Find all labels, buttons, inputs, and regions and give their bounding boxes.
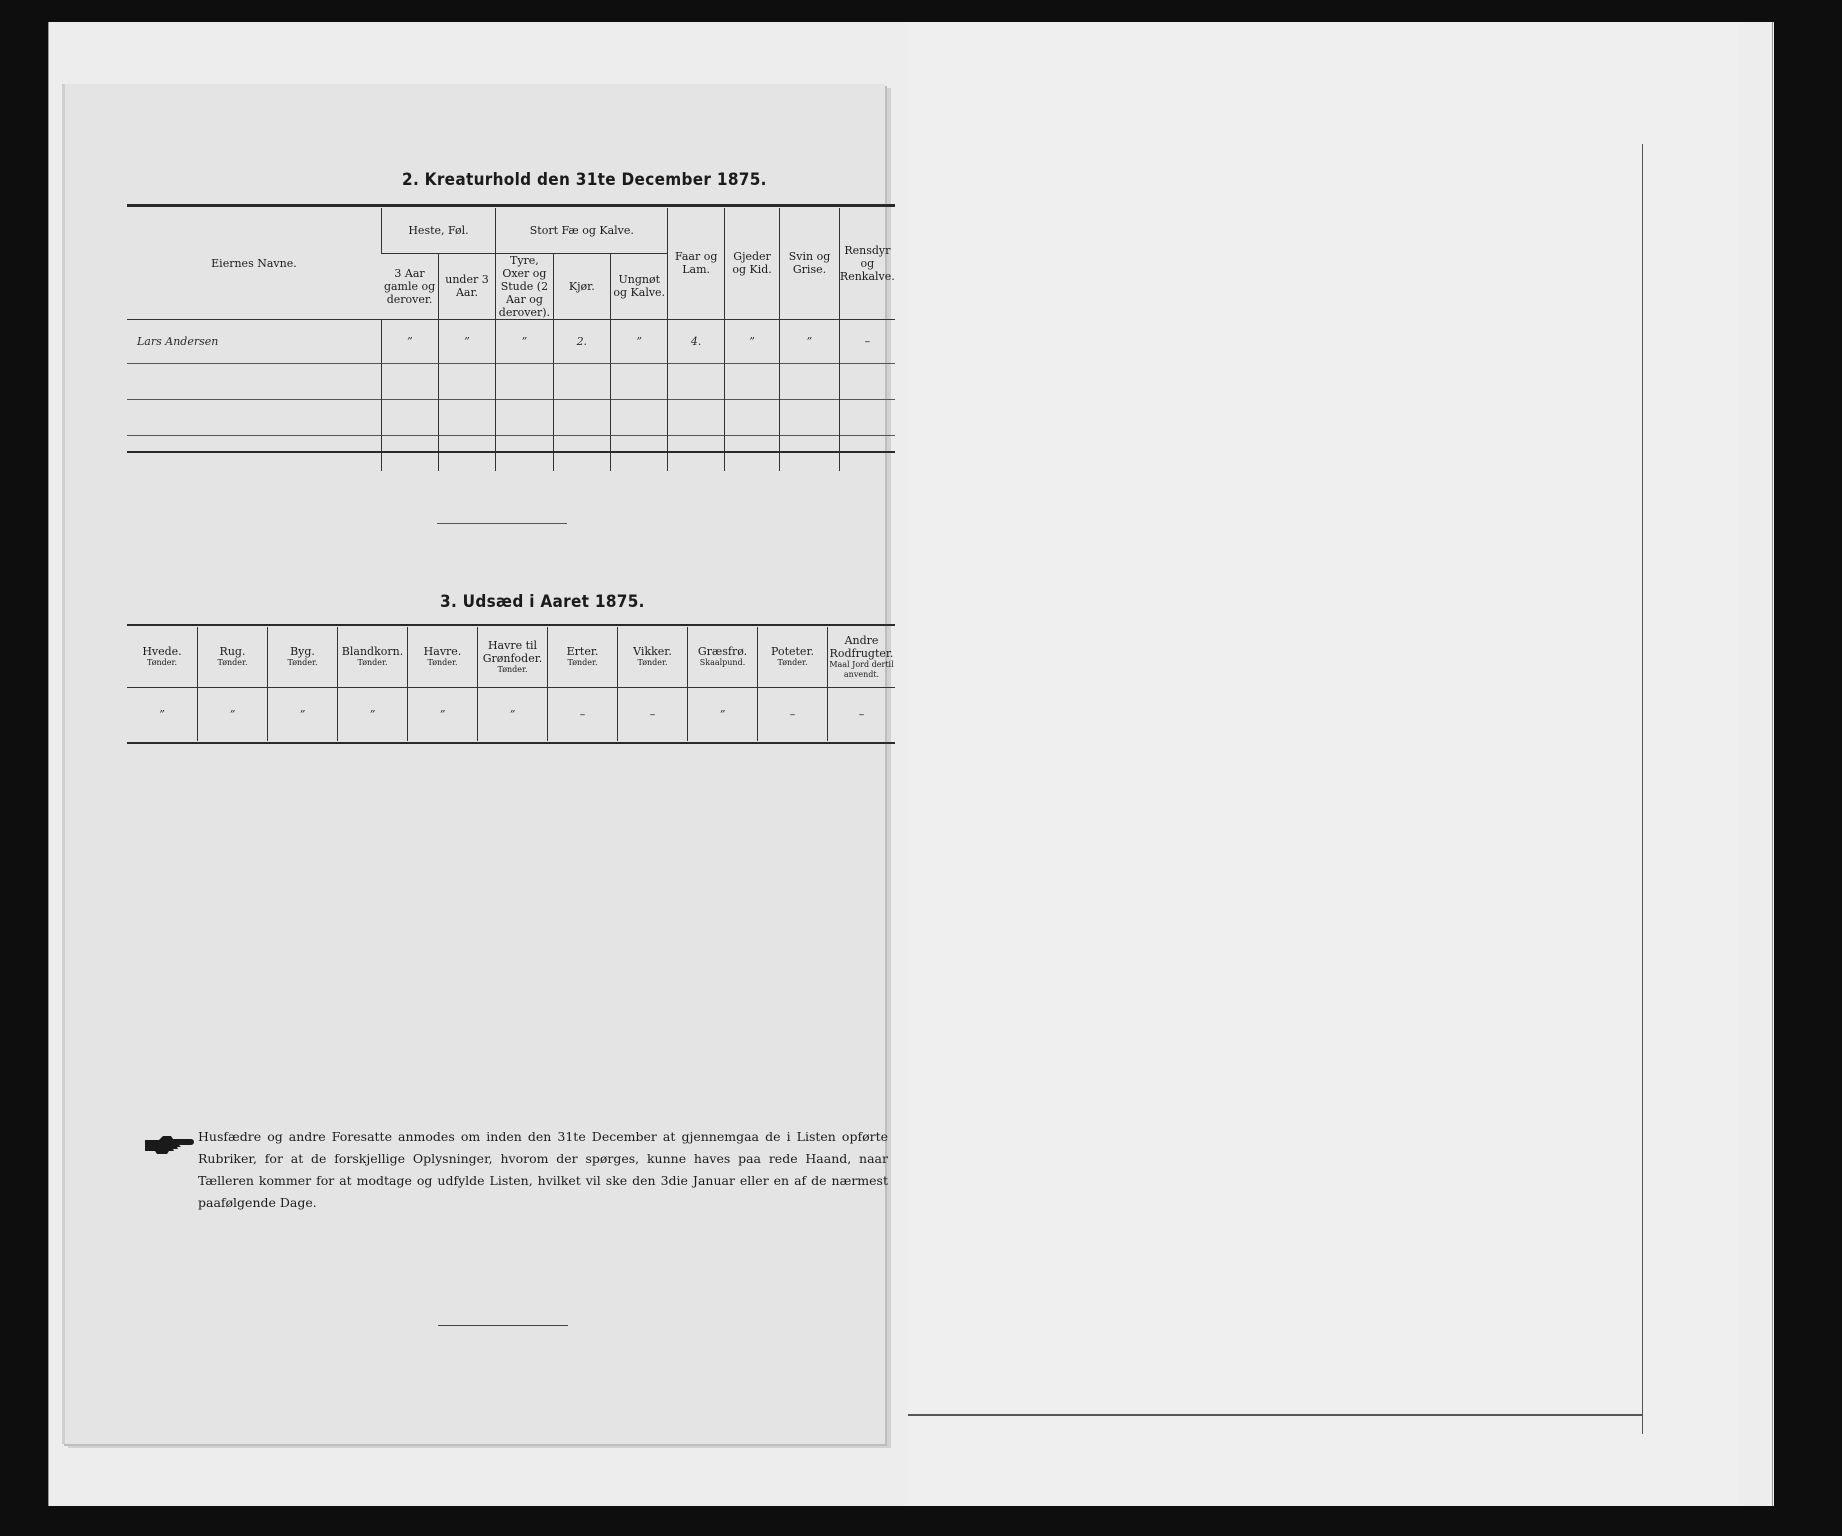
rye-label: Rug.	[219, 645, 246, 659]
potatoes-value: –	[758, 687, 828, 741]
grass-seed-unit: Skaalpund.	[699, 658, 746, 668]
cows-subheader: Kjør.	[553, 253, 610, 319]
grass-seed-header	[688, 627, 758, 687]
cows-value: 2.	[553, 319, 610, 363]
instruction-notice: Husfædre og andre Foresatte anmodes om inden den 31te December at gjennemgaa de i Listen opførte Rubriker, for at de forskjellige Oplysninger, hvorom der spørges, kunne haves paa rede Haand, naar Tælleren kommer for at modtage og udfylde Listen, hvilket vil ske den 3die Januar eller en af de nærmest paafølgende Dage.	[198, 1129, 888, 1210]
pigs-value: ”	[780, 319, 839, 363]
section3-title: 3. Udsæd i Aaret 1875.	[440, 592, 645, 612]
grass-seed-label: Græsfrø.	[697, 645, 748, 659]
rye-unit: Tønder.	[217, 658, 248, 668]
sowing-table	[127, 627, 895, 741]
peas-label: Erter.	[566, 645, 599, 659]
green-oats-value: ”	[478, 687, 548, 741]
reindeer-header: Rensdyr og Renkalve.	[839, 208, 895, 319]
oats-value: ”	[408, 687, 478, 741]
vetch-header	[618, 627, 688, 687]
oats-header	[408, 627, 478, 687]
horses-header: Heste, Føl.	[381, 208, 495, 253]
barley-header	[268, 627, 338, 687]
green-oats-label: Havre til Grønfoder.	[482, 638, 543, 665]
right-page-margin-line	[1642, 144, 1643, 1434]
horses-old-value: ”	[381, 319, 438, 363]
left-page	[62, 84, 895, 1444]
pigs-header: Svin og Grise.	[780, 208, 839, 319]
potatoes-header	[758, 627, 828, 687]
section2-title: 2. Kreaturhold den 31te December 1875.	[402, 170, 767, 190]
wheat-value: ”	[159, 707, 165, 721]
goats-header: Gjeder og Kid.	[724, 208, 779, 319]
scan-left-edge	[48, 22, 49, 1506]
empty-row	[127, 435, 895, 471]
bottom-separator-rule	[438, 1325, 568, 1326]
sheep-value: 4.	[668, 319, 724, 363]
goats-value: ”	[724, 319, 779, 363]
right-page	[908, 22, 1738, 1506]
livestock-table	[127, 208, 895, 471]
peas-unit: Tønder.	[567, 658, 598, 668]
mixed-grain-value: ”	[338, 687, 408, 741]
green-oats-header	[478, 627, 548, 687]
potatoes-label: Poteter.	[771, 645, 814, 659]
owner-name: Lars Andersen	[137, 334, 219, 348]
vetch-unit: Tønder.	[637, 658, 668, 668]
peas-header	[548, 627, 618, 687]
right-page-bottom-line	[908, 1414, 1642, 1416]
horses-young-value: ”	[438, 319, 495, 363]
oats-label: Havre.	[423, 645, 462, 659]
table2-bottom-rule	[127, 451, 895, 453]
horses-old-subheader: 3 Aar gamle og derover.	[383, 266, 436, 306]
green-oats-unit: Tønder.	[497, 664, 528, 674]
peas-value: –	[548, 687, 618, 741]
scanned-spread	[48, 22, 1774, 1506]
barley-value: ”	[268, 687, 338, 741]
wheat-unit: Tønder.	[146, 658, 178, 668]
horses-young-subheader: under 3 Aar.	[438, 253, 495, 319]
vetch-label: Vikker.	[633, 645, 672, 659]
sheep-header: Faar og Lam.	[668, 208, 724, 319]
separator-rule	[437, 523, 567, 524]
wheat-label: Hvede.	[142, 645, 182, 659]
rye-header	[198, 627, 268, 687]
rye-value: ”	[198, 687, 268, 741]
vetch-value: –	[618, 687, 688, 741]
mixed-grain-header	[338, 627, 408, 687]
bulls-subheader: Tyre, Oxer og Stude (2 Aar og derover).	[496, 253, 553, 319]
scan-right-edge	[1772, 22, 1773, 1506]
wheat-header	[127, 627, 198, 687]
cattle-header: Stort Fæ og Kalve.	[496, 208, 668, 253]
root-crops-value: –	[828, 687, 896, 741]
potatoes-unit: Tønder.	[777, 658, 808, 668]
owner-header: Eiernes Navne.	[211, 256, 297, 270]
barley-label: Byg.	[290, 645, 315, 659]
mixed-grain-unit: Tønder.	[357, 658, 388, 668]
root-crops-header	[828, 627, 896, 687]
table3-bottom-rule	[127, 742, 895, 744]
pointing-hand-icon	[143, 1132, 195, 1158]
bulls-value: ”	[496, 319, 553, 363]
calves-value: ”	[611, 319, 668, 363]
reindeer-value: –	[839, 319, 895, 363]
grass-seed-value: ”	[688, 687, 758, 741]
oats-unit: Tønder.	[427, 658, 458, 668]
root-crops-label: Andre Rodfrugter.	[829, 633, 894, 660]
table2-top-rule	[127, 204, 895, 207]
empty-row	[127, 363, 895, 399]
root-crops-unit: Maal Jord dertil anvendt.	[829, 659, 894, 679]
table3-top-rule	[127, 624, 895, 626]
calves-subheader: Ungnøt og Kalve.	[611, 253, 668, 319]
mixed-grain-label: Blandkorn.	[341, 645, 404, 659]
empty-row	[127, 399, 895, 435]
barley-unit: Tønder.	[287, 658, 318, 668]
